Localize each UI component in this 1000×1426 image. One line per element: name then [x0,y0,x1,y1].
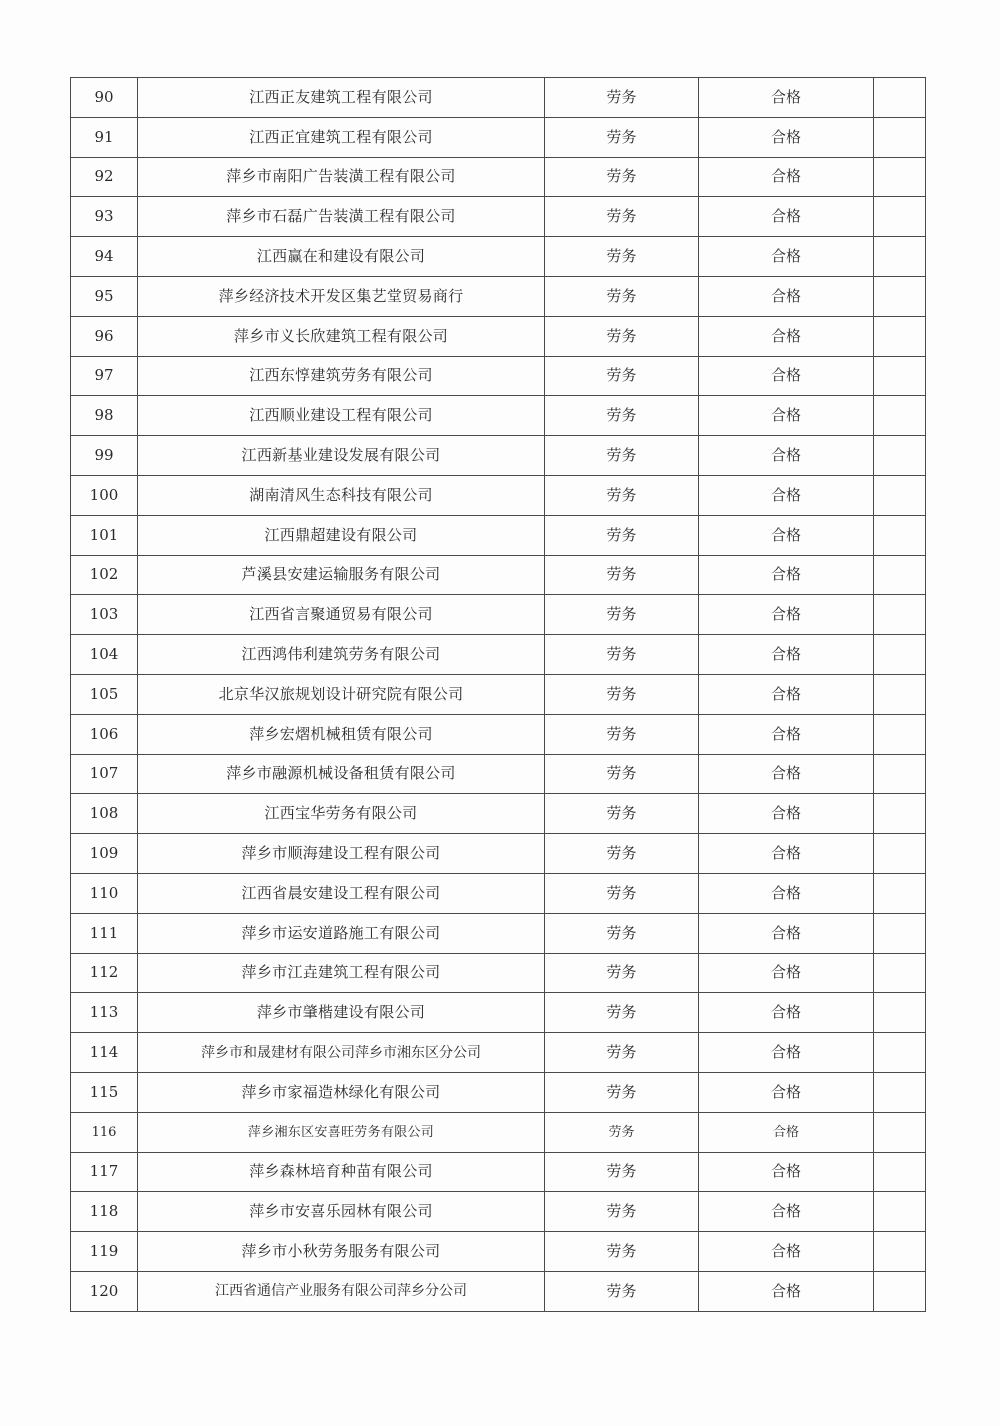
remarks [874,913,926,953]
evaluation-result: 合格 [699,1232,874,1272]
company-name: 芦溪县安建运输服务有限公司 [138,555,545,595]
row-number: 110 [71,873,138,913]
remarks [874,1072,926,1112]
table-row [71,953,926,993]
evaluation-result: 合格 [699,436,874,476]
evaluation-result: 合格 [699,1033,874,1073]
table-row [71,595,926,635]
evaluation-result: 合格 [699,316,874,356]
company-name: 江西鼎超建设有限公司 [138,515,545,555]
row-number: 112 [71,953,138,993]
company-name: 江西省晨安建设工程有限公司 [138,873,545,913]
remarks [874,993,926,1033]
evaluation-result: 合格 [699,674,874,714]
service-type: 劳务 [545,515,699,555]
evaluation-result: 合格 [699,475,874,515]
remarks [874,1232,926,1272]
row-number: 116 [71,1112,138,1152]
row-number: 115 [71,1072,138,1112]
remarks [874,356,926,396]
row-number: 95 [71,276,138,316]
service-type: 劳务 [545,555,699,595]
company-name: 江西顺业建设工程有限公司 [138,396,545,436]
remarks [874,197,926,237]
row-number: 105 [71,674,138,714]
evaluation-result: 合格 [699,1152,874,1192]
evaluation-result: 合格 [699,834,874,874]
table-row [71,1232,926,1272]
evaluation-result: 合格 [699,197,874,237]
service-type: 劳务 [545,754,699,794]
company-name: 江西东惇建筑劳务有限公司 [138,356,545,396]
table-row [71,276,926,316]
company-name: 萍乡市安喜乐园林有限公司 [138,1192,545,1232]
table-row [71,873,926,913]
table-row [71,475,926,515]
service-type: 劳务 [545,1232,699,1272]
service-type: 劳务 [545,117,699,157]
row-number: 91 [71,117,138,157]
company-name: 湖南清风生态科技有限公司 [138,475,545,515]
evaluation-result: 合格 [699,794,874,834]
remarks [874,436,926,476]
company-name: 萍乡经济技术开发区集艺堂贸易商行 [138,276,545,316]
table-row [71,78,926,118]
table-row [71,714,926,754]
company-name: 萍乡市融源机械设备租赁有限公司 [138,754,545,794]
row-number: 117 [71,1152,138,1192]
row-number: 94 [71,237,138,277]
table-row [71,555,926,595]
company-name: 江西省言聚通贸易有限公司 [138,595,545,635]
service-type: 劳务 [545,635,699,675]
contractor-table-body [71,78,926,1312]
remarks [874,754,926,794]
evaluation-result: 合格 [699,953,874,993]
evaluation-result: 合格 [699,873,874,913]
remarks [874,78,926,118]
table-row [71,237,926,277]
row-number: 101 [71,515,138,555]
row-number: 93 [71,197,138,237]
company-name: 江西正友建筑工程有限公司 [138,78,545,118]
remarks [874,316,926,356]
remarks [874,794,926,834]
row-number: 109 [71,834,138,874]
service-type: 劳务 [545,1271,699,1311]
row-number: 100 [71,475,138,515]
remarks [874,595,926,635]
company-name: 江西赢在和建设有限公司 [138,237,545,277]
table-row [71,1152,926,1192]
table-row [71,356,926,396]
table-row [71,117,926,157]
service-type: 劳务 [545,78,699,118]
remarks [874,276,926,316]
company-name: 萍乡市义长欣建筑工程有限公司 [138,316,545,356]
company-name: 萍乡市顺海建设工程有限公司 [138,834,545,874]
remarks [874,515,926,555]
service-type: 劳务 [545,276,699,316]
service-type: 劳务 [545,953,699,993]
table-row [71,993,926,1033]
row-number: 98 [71,396,138,436]
remarks [874,953,926,993]
remarks [874,117,926,157]
service-type: 劳务 [545,873,699,913]
table-row [71,794,926,834]
service-type: 劳务 [545,794,699,834]
service-type: 劳务 [545,316,699,356]
row-number: 113 [71,993,138,1033]
service-type: 劳务 [545,714,699,754]
row-number: 120 [71,1271,138,1311]
service-type: 劳务 [545,197,699,237]
service-type: 劳务 [545,595,699,635]
company-name: 萍乡森林培育种苗有限公司 [138,1152,545,1192]
company-name: 萍乡宏熠机械租赁有限公司 [138,714,545,754]
evaluation-result: 合格 [699,1271,874,1311]
service-type: 劳务 [545,475,699,515]
table-row [71,1112,926,1152]
company-name: 萍乡市小秋劳务服务有限公司 [138,1232,545,1272]
table-row [71,157,926,197]
table-row [71,1072,926,1112]
remarks [874,1152,926,1192]
table-row [71,635,926,675]
row-number: 92 [71,157,138,197]
table-row [71,754,926,794]
evaluation-result: 合格 [699,754,874,794]
row-number: 103 [71,595,138,635]
company-name: 江西新基业建设发展有限公司 [138,436,545,476]
company-name: 萍乡市江垚建筑工程有限公司 [138,953,545,993]
evaluation-result: 合格 [699,78,874,118]
company-name: 萍乡市南阳广告装潢工程有限公司 [138,157,545,197]
company-name: 萍乡市运安道路施工有限公司 [138,913,545,953]
row-number: 99 [71,436,138,476]
service-type: 劳务 [545,1152,699,1192]
evaluation-result: 合格 [699,635,874,675]
evaluation-result: 合格 [699,714,874,754]
company-name: 江西正宜建筑工程有限公司 [138,117,545,157]
table-row [71,1033,926,1073]
service-type: 劳务 [545,396,699,436]
remarks [874,714,926,754]
evaluation-result: 合格 [699,913,874,953]
service-type: 劳务 [545,1033,699,1073]
service-type: 劳务 [545,1192,699,1232]
evaluation-result: 合格 [699,237,874,277]
row-number: 96 [71,316,138,356]
table-row [71,674,926,714]
service-type: 劳务 [545,1072,699,1112]
evaluation-result: 合格 [699,157,874,197]
row-number: 102 [71,555,138,595]
row-number: 119 [71,1232,138,1272]
company-name: 萍乡市肇楷建设有限公司 [138,993,545,1033]
row-number: 106 [71,714,138,754]
service-type: 劳务 [545,237,699,277]
evaluation-result: 合格 [699,117,874,157]
remarks [874,873,926,913]
evaluation-result: 合格 [699,396,874,436]
table-row [71,834,926,874]
service-type: 劳务 [545,157,699,197]
row-number: 90 [71,78,138,118]
remarks [874,834,926,874]
row-number: 107 [71,754,138,794]
company-name: 北京华汉旅规划设计研究院有限公司 [138,674,545,714]
table-row [71,1192,926,1232]
evaluation-result: 合格 [699,1072,874,1112]
evaluation-result: 合格 [699,555,874,595]
company-name: 萍乡市家福造林绿化有限公司 [138,1072,545,1112]
remarks [874,635,926,675]
company-name: 萍乡湘东区安喜旺劳务有限公司 [138,1112,545,1152]
row-number: 114 [71,1033,138,1073]
table-row [71,396,926,436]
table-row [71,515,926,555]
remarks [874,1271,926,1311]
remarks [874,1033,926,1073]
evaluation-result: 合格 [699,993,874,1033]
service-type: 劳务 [545,356,699,396]
row-number: 118 [71,1192,138,1232]
row-number: 108 [71,794,138,834]
evaluation-result: 合格 [699,515,874,555]
remarks [874,674,926,714]
service-type: 劳务 [545,913,699,953]
table-row [71,1271,926,1311]
remarks [874,157,926,197]
company-name: 萍乡市石磊广告装潢工程有限公司 [138,197,545,237]
remarks [874,555,926,595]
row-number: 97 [71,356,138,396]
row-number: 111 [71,913,138,953]
contractor-table [70,77,926,1312]
remarks [874,1192,926,1232]
company-name: 江西省通信产业服务有限公司萍乡分公司 [138,1271,545,1311]
company-name: 萍乡市和晟建材有限公司萍乡市湘东区分公司 [138,1033,545,1073]
evaluation-result: 合格 [699,356,874,396]
remarks [874,237,926,277]
table-row [71,197,926,237]
remarks [874,396,926,436]
evaluation-result: 合格 [699,276,874,316]
service-type: 劳务 [545,436,699,476]
remarks [874,1112,926,1152]
table-row [71,913,926,953]
company-name: 江西宝华劳务有限公司 [138,794,545,834]
remarks [874,475,926,515]
evaluation-result: 合格 [699,1192,874,1232]
row-number: 104 [71,635,138,675]
table-row [71,316,926,356]
table-row [71,436,926,476]
service-type: 劳务 [545,1112,699,1152]
company-name: 江西鸿伟利建筑劳务有限公司 [138,635,545,675]
evaluation-result: 合格 [699,1112,874,1152]
service-type: 劳务 [545,674,699,714]
evaluation-result: 合格 [699,595,874,635]
service-type: 劳务 [545,993,699,1033]
service-type: 劳务 [545,834,699,874]
